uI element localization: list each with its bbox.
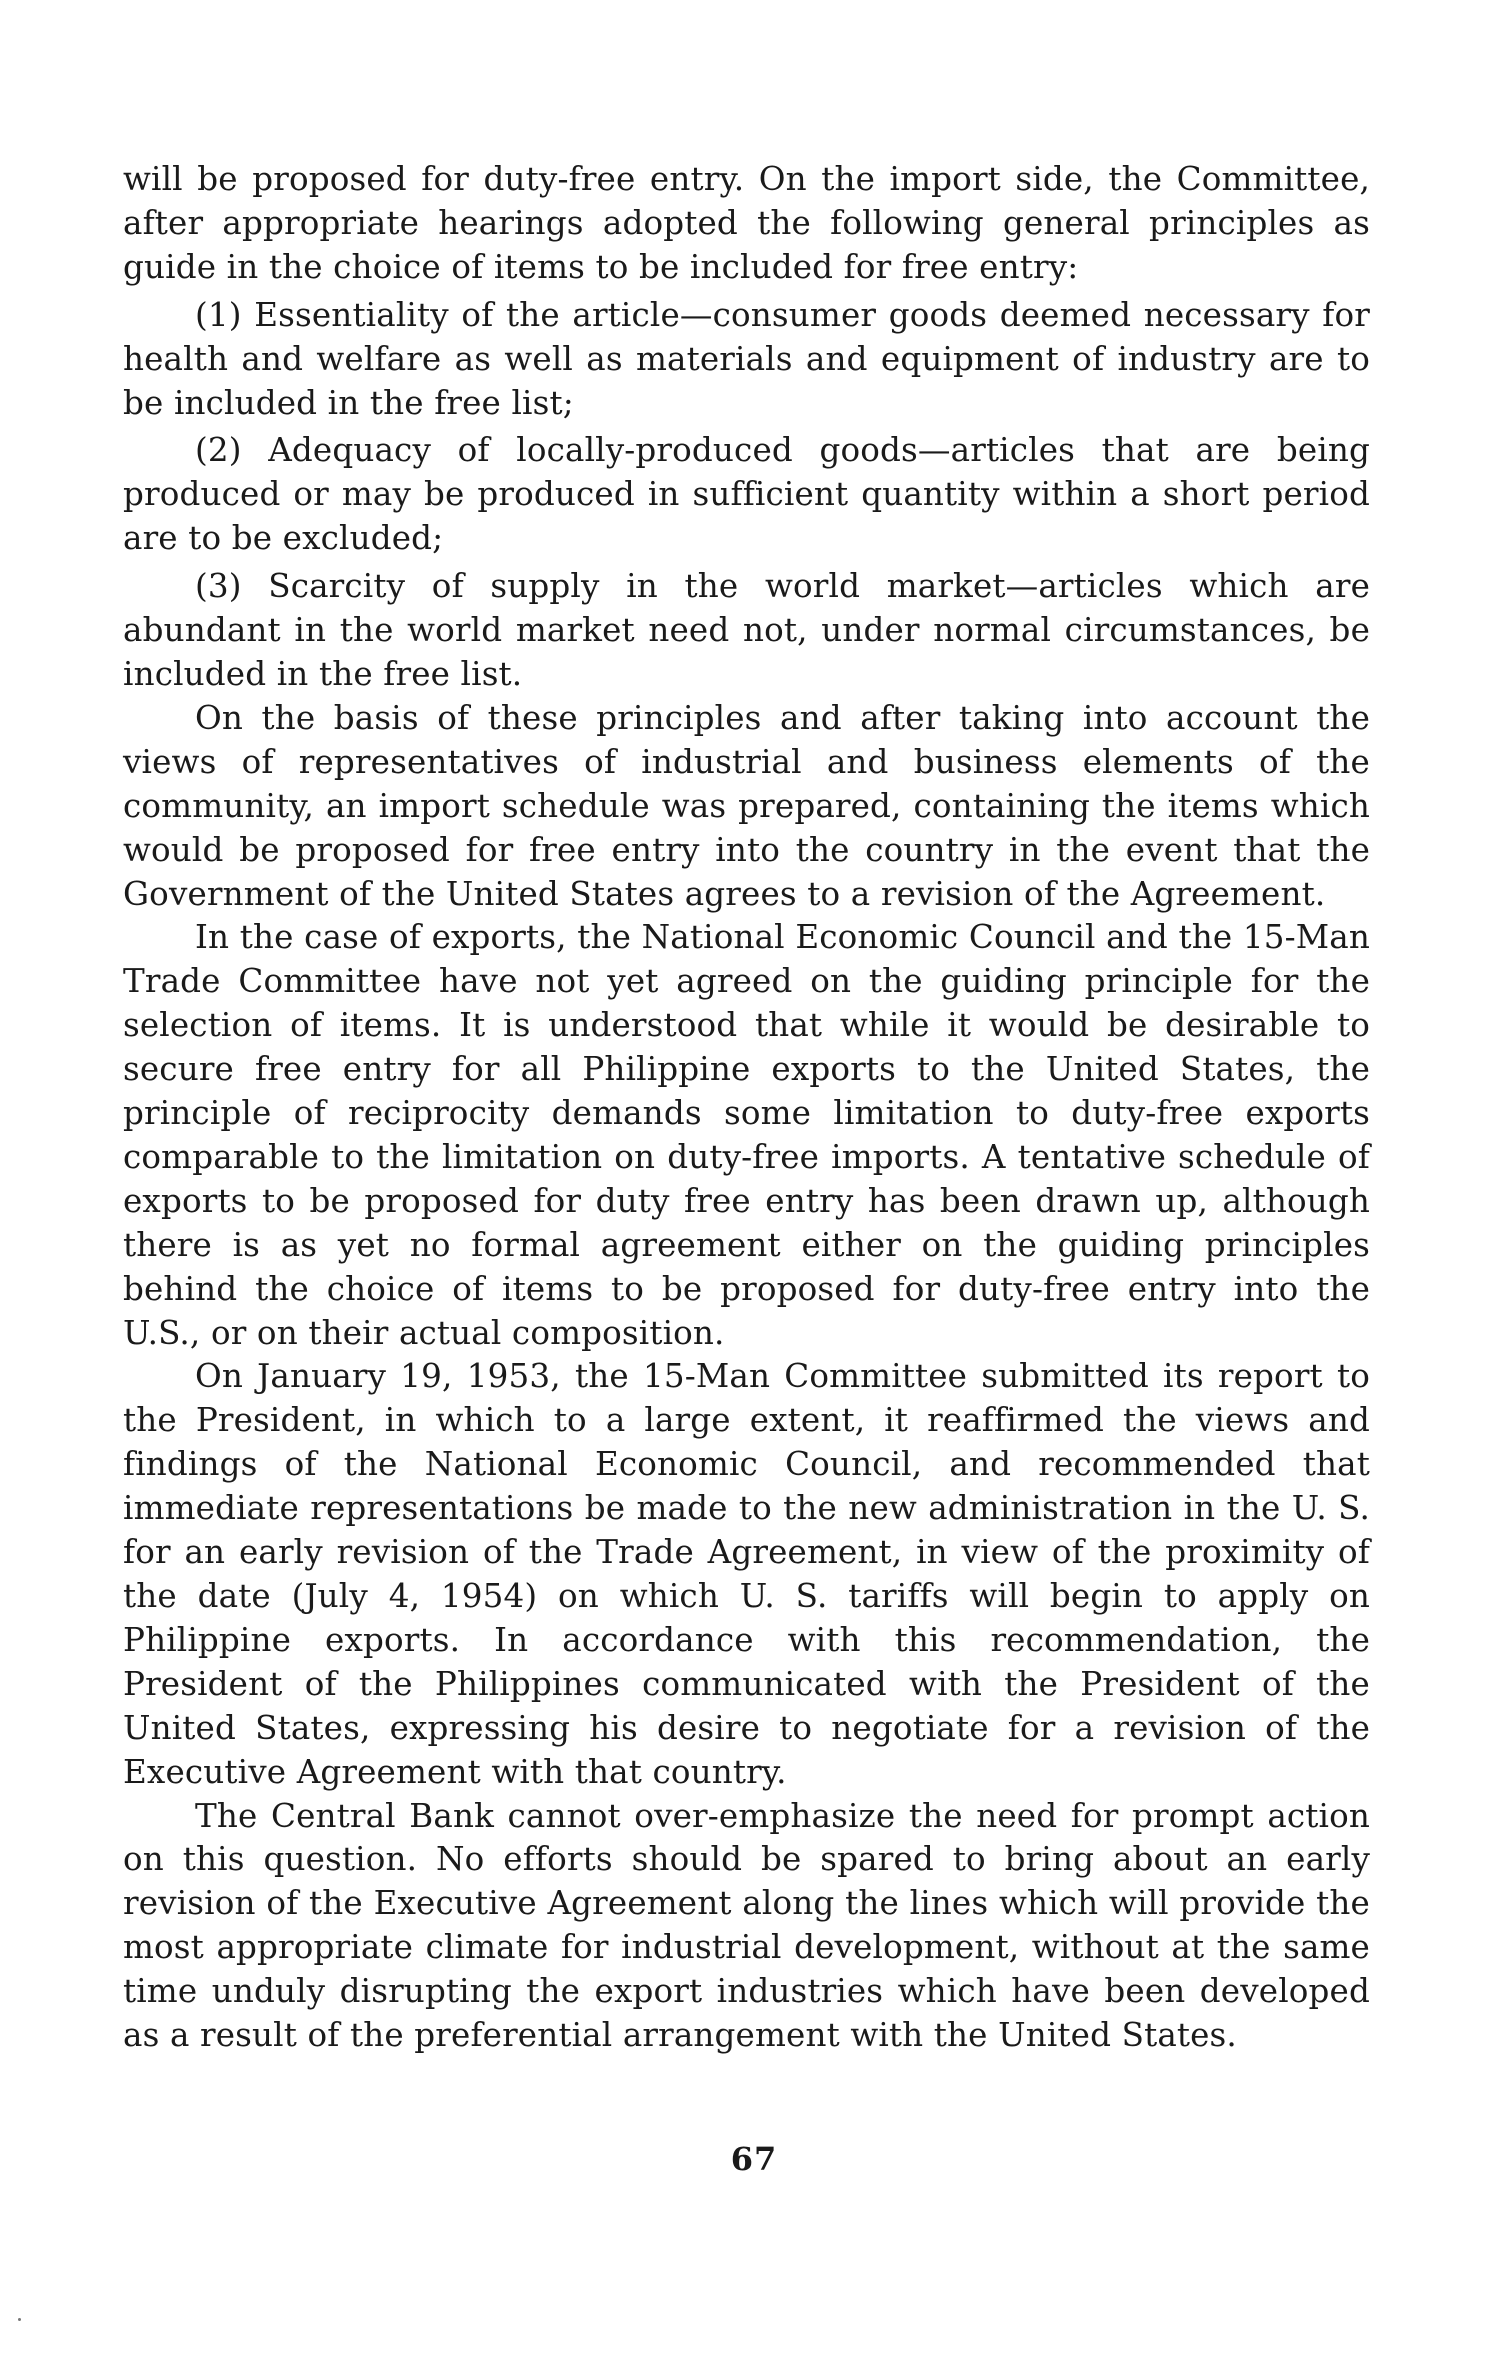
principle-essentiality: (1) Essentiality of the article—consumer goods deemed necessary for health and welfare as well as materials and equipment of industry are to be included in the free list; (123, 295, 1370, 422)
principle-scarcity: (3) Scarcity of supply in the world market—articles which are abundant in the world market need not, under normal circumstances, be included in the free list. (123, 567, 1370, 693)
page-body (123, 158, 1370, 2058)
paragraph-central-bank: The Central Bank cannot over-emphasize the need for prompt action on this question. No efforts should be spared to bring about an early revision of the Executive Agreement along the lines which will provide the most appropriate climate for industrial development, without at the same time unduly disrupting the export industries which have been developed as a result of the preferential arrangement with the United States. (123, 1796, 1370, 2055)
principle-adequacy: (2) Adequacy of locally-produced goods—articles that are being produced or may be produced in sufficient quantity within a short period are to be excluded; (123, 431, 1370, 558)
scan-speck (18, 2318, 21, 2321)
paragraph-continuation: will be proposed for duty-free entry. On the import side, the Committee, after appropriate hearings adopted the following general principles as guide in the choice of items to be included for free entry: (123, 160, 1370, 286)
paragraph-exports: In the case of exports, the National Economic Council and the 15-Man Trade Committee have not yet agreed on the guiding principle for the selection of items. It is understood that while it would be desirable to secure free entry for all Philippine exports to the United States, the principle of reciprocity demands some limitation to duty-free exports comparable to the limitation on duty-free imports. A tentative schedule of exports to be proposed for duty free entry has been drawn up, although there is as yet no formal agreement either on the guiding principles behind the choice of items to be proposed for duty-free entry into the U.S., or on their actual composition. (123, 918, 1370, 1352)
page-number: 67 (730, 2140, 778, 2178)
paragraph-committee-report: On January 19, 1953, the 15-Man Committee submitted its report to the President, in which to a large extent, it reaffirmed the views and findings of the National Economic Council, and recommended that immediate representations be made to the new administration in the U. S. for an early revision of the Trade Agreement, in view of the proximity of the date (July 4, 1954) on which U. S. tariffs will begin to apply on Philippine exports. In accordance with this recommendation, the President of the Philippines communicated with the President of the United States, expressing his desire to negotiate for a revision of the Executive Agreement with that country. (123, 1357, 1370, 1791)
paragraph-import-schedule: On the basis of these principles and after taking into account the views of representatives of industrial and business elements of the community, an import schedule was prepared, containing the items which would be proposed for free entry into the country in the event that the Government of the United States agrees to a revision of the Agreement. (123, 698, 1370, 913)
